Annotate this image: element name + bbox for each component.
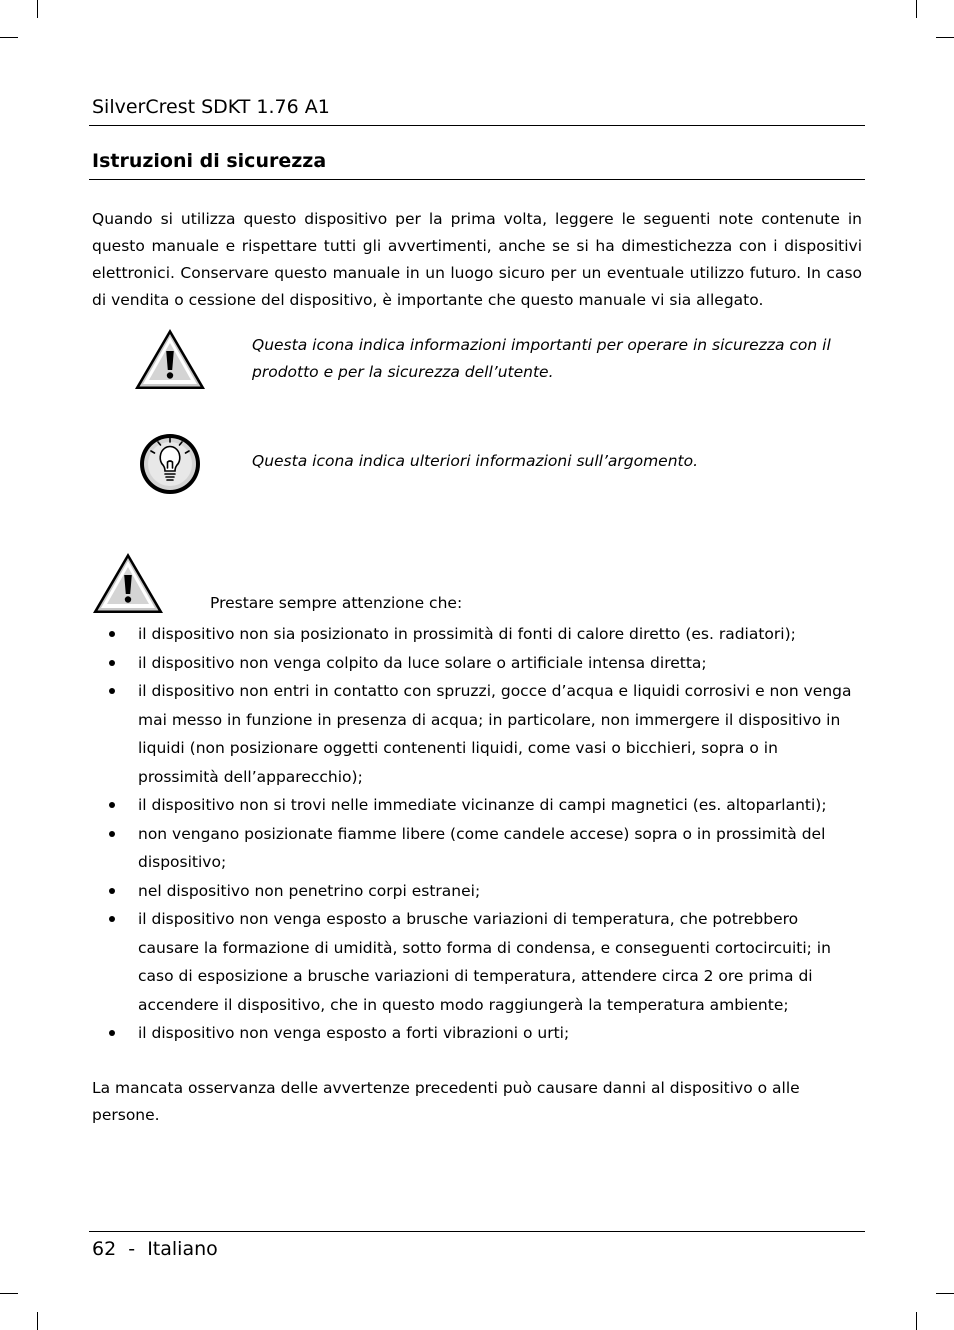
list-item [92,905,862,1019]
list-item-text: il dispositivo non venga esposto a brusche variazioni di temperatura, che potrebbero causare la formazione di umidità, sotto forma di condensa, e conseguenti cortocircuiti; in caso di esposizione a brusche variazioni di temperatura, attendere circa 2 ore prima di accendere il dispositivo, che in questo modo raggiungerà la temperatura ambiente; [138,910,831,1014]
list-item [92,620,862,649]
list-item-text: il dispositivo non si trovi nelle immediate vicinanze di campi magnetici (es. altoparlanti); [138,796,827,814]
warning-triangle-icon [91,551,165,615]
crop-mark [916,0,917,18]
lightbulb-icon [138,432,202,496]
page-footer [89,1231,865,1268]
bullet-icon [109,831,115,837]
info-legend-text: Questa icona indica ulteriori informazioni sull’argomento. [252,452,699,470]
list-item [92,877,862,906]
intro-paragraph: Quando si utilizza questo dispositivo per la prima volta, leggere le seguenti note contenute in questo manuale e rispettare tutti gli avvertimenti, anche se si ha dimestichezza con i dispositivi elettronici. Conservare questo manuale in un luogo sicuro per un eventuale utilizzo futuro. In caso di vendita o cessione del dispositivo, è importante che questo manuale vi sia allegato. [92,210,862,309]
list-item [92,649,862,678]
section-heading [89,149,865,180]
bullet-icon [109,1030,115,1036]
crop-mark [0,1293,18,1294]
list-item [92,677,862,791]
page-header [89,95,865,126]
section-title: Istruzioni di sicurezza [92,150,327,172]
crop-mark [0,37,18,38]
warning-legend-text: Questa icona indica informazioni importanti per operare in sicurezza con il prodotto e per la sicurezza dell’utente. [252,336,831,381]
list-item-text: il dispositivo non venga colpito da luce solare o artificiale intensa diretta; [138,653,707,672]
crop-mark [37,0,38,18]
bullet-icon [109,688,115,694]
list-item-text: nel dispositivo non penetrino corpi estranei; [138,881,481,900]
list-item-text: il dispositivo non venga esposto a forti vibrazioni o urti; [138,1024,570,1042]
bullet-icon [109,888,115,894]
list-item [92,791,862,820]
product-name: SilverCrest SDKT 1.76 A1 [92,96,330,118]
crop-mark [936,37,954,38]
bullet-icon [109,802,115,808]
bullet-icon [109,916,115,922]
crop-mark [916,1312,917,1330]
list-item-text: il dispositivo non sia posizionato in prossimità di fonti di calore diretto (es. radiatori); [138,625,796,643]
list-item-text: il dispositivo non entri in contatto con spruzzi, gocce d’acqua e liquidi corrosivi e non venga mai messo in funzione in presenza di acqua; in particolare, non immergere il dispositivo in liquidi (non posizionare oggetti contenenti liquidi, come vasi o bicchieri, sopra o in prossimità dell’apparecchio); [138,682,852,786]
bullet-icon [109,631,115,637]
warning-triangle-icon [133,327,207,391]
precautions-list [92,620,862,1048]
crop-mark [37,1312,38,1330]
page-number: 62 - Italiano [92,1238,218,1260]
list-item [92,1019,862,1048]
crop-mark [936,1293,954,1294]
list-item-text: non vengano posizionate fiamme libere (come candele accese) sopra o in prossimità del dispositivo; [138,824,826,871]
closing-paragraph: La mancata osservanza delle avvertenze precedenti può causare danni al dispositivo o alle persone. [92,1079,800,1124]
list-item [92,820,862,877]
precautions-lead: Prestare sempre attenzione che: [210,594,463,612]
bullet-icon [109,660,115,666]
